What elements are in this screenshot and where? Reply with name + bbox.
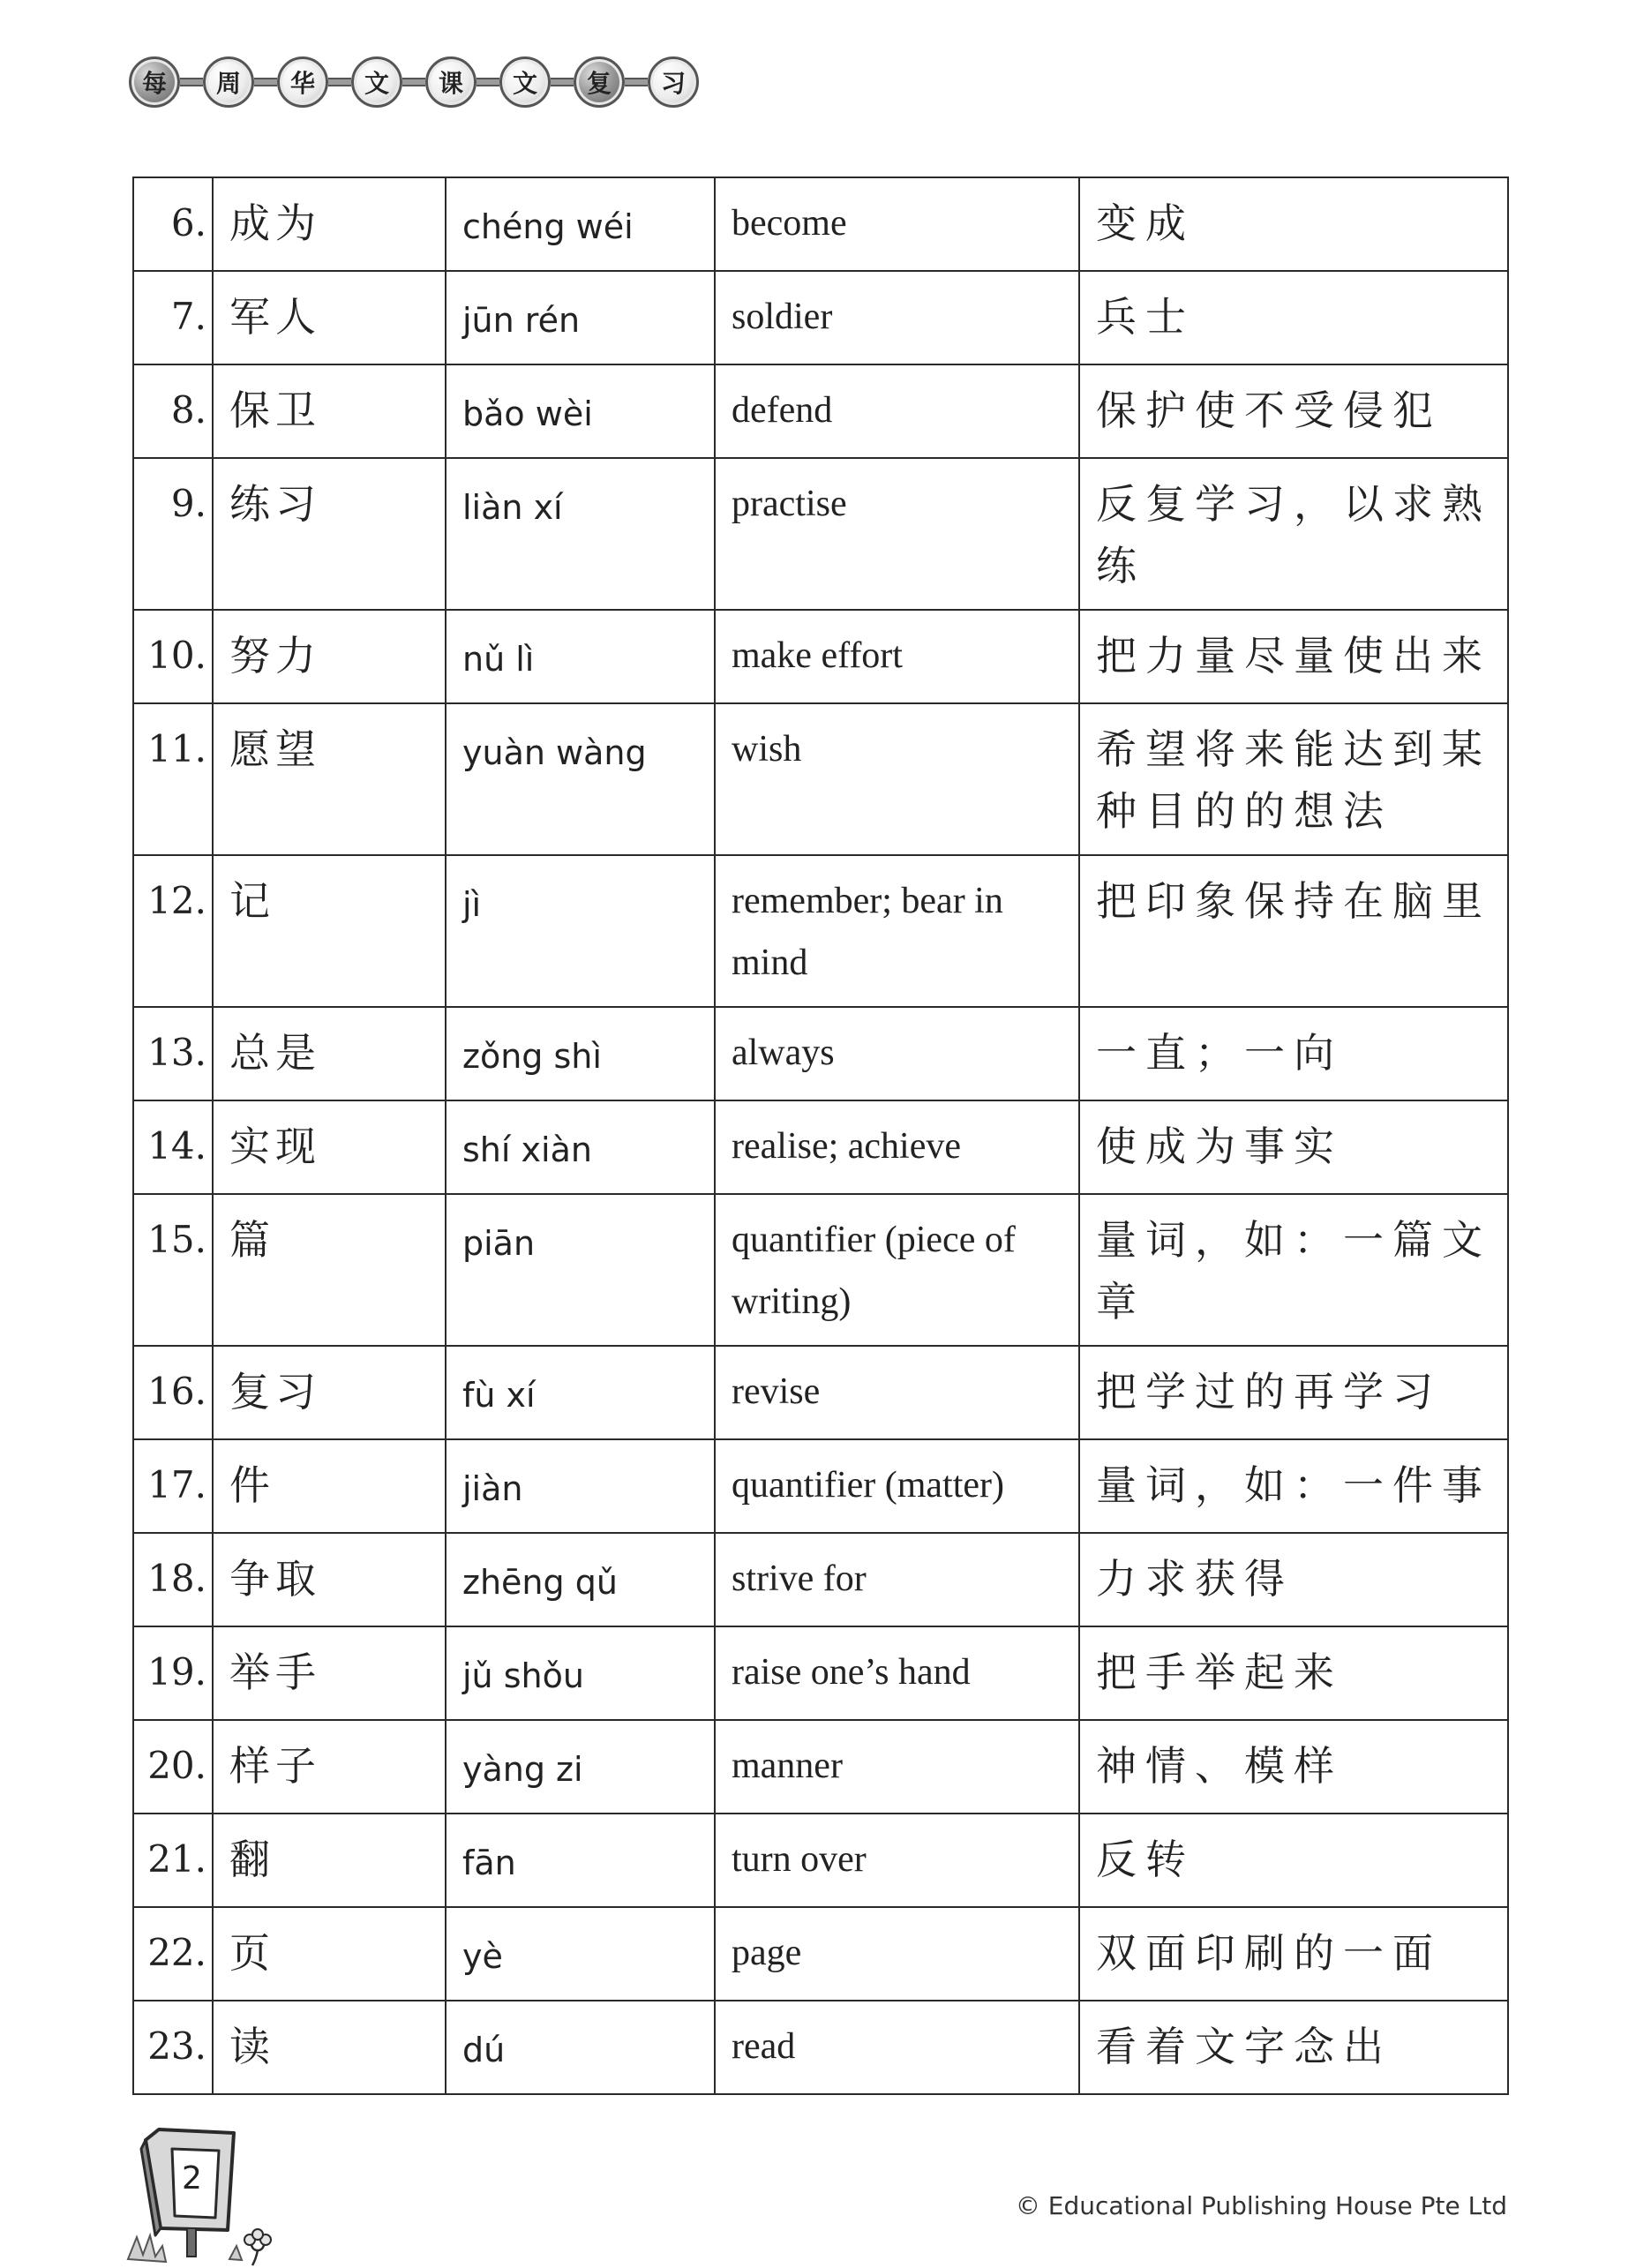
table-row: [133, 1194, 1508, 1346]
title-bubble: 文: [351, 56, 402, 108]
pinyin: dú: [446, 2001, 715, 2094]
pinyin: jǔ shǒu: [446, 1626, 715, 1720]
chinese-word: 练习: [213, 458, 446, 610]
chinese-definition: 把学过的再学习: [1079, 1346, 1508, 1439]
chinese-word: 篇: [213, 1194, 446, 1346]
bubble-connector: [180, 78, 203, 86]
row-number: 9.: [133, 458, 213, 610]
row-number: 21.: [133, 1814, 213, 1907]
chinese-word: 保卫: [213, 364, 446, 458]
pinyin: bǎo wèi: [446, 364, 715, 458]
english-meaning: become: [715, 177, 1079, 271]
table-row: [133, 1346, 1508, 1439]
english-meaning: remember; bear in mind: [715, 855, 1079, 1007]
chinese-definition: 反转: [1079, 1814, 1508, 1907]
row-number: 23.: [133, 2001, 213, 2094]
bubble-connector: [477, 78, 499, 86]
table-row: [133, 1007, 1508, 1100]
chinese-definition: 量词，如：一篇文章: [1079, 1194, 1508, 1346]
row-number: 13.: [133, 1007, 213, 1100]
pinyin: piān: [446, 1194, 715, 1346]
chinese-word: 读: [213, 2001, 446, 2094]
bubble-connector: [328, 78, 351, 86]
title-bubble: 文: [499, 56, 551, 108]
chinese-definition: 使成为事实: [1079, 1100, 1508, 1194]
pinyin: yàng zi: [446, 1720, 715, 1814]
english-meaning: soldier: [715, 271, 1079, 364]
bubble-connector: [625, 78, 648, 86]
row-number: 19.: [133, 1626, 213, 1720]
pinyin: liàn xí: [446, 458, 715, 610]
pinyin: zhēng qǔ: [446, 1533, 715, 1626]
chinese-definition: 变成: [1079, 177, 1508, 271]
pinyin: jì: [446, 855, 715, 1007]
pinyin: yè: [446, 1907, 715, 2001]
table-row: [133, 177, 1508, 271]
english-meaning: defend: [715, 364, 1079, 458]
chinese-definition: 看着文字念出: [1079, 2001, 1508, 2094]
table-row: [133, 855, 1508, 1007]
row-number: 22.: [133, 1907, 213, 2001]
row-number: 17.: [133, 1439, 213, 1533]
chinese-word: 页: [213, 1907, 446, 2001]
title-bubble: 周: [203, 56, 254, 108]
row-number: 20.: [133, 1720, 213, 1814]
row-number: 7.: [133, 271, 213, 364]
table-row: [133, 271, 1508, 364]
table-row: [133, 1626, 1508, 1720]
table-row: [133, 1439, 1508, 1533]
pinyin: jiàn: [446, 1439, 715, 1533]
chinese-definition: 把力量尽量使出来: [1079, 610, 1508, 703]
title-bubble: 每: [129, 56, 180, 108]
table-row: [133, 1533, 1508, 1626]
table-row: [133, 364, 1508, 458]
table-row: [133, 1100, 1508, 1194]
english-meaning: manner: [715, 1720, 1079, 1814]
chinese-word: 记: [213, 855, 446, 1007]
english-meaning: wish: [715, 703, 1079, 855]
english-meaning: revise: [715, 1346, 1079, 1439]
bubble-connector: [254, 78, 277, 86]
chinese-definition: 反复学习，以求熟练: [1079, 458, 1508, 610]
english-meaning: always: [715, 1007, 1079, 1100]
chinese-definition: 把手举起来: [1079, 1626, 1508, 1720]
chinese-word: 复习: [213, 1346, 446, 1439]
pinyin: fān: [446, 1814, 715, 1907]
title-bubble: 华: [277, 56, 328, 108]
row-number: 6.: [133, 177, 213, 271]
bubble-connector: [551, 78, 574, 86]
pinyin: fù xí: [446, 1346, 715, 1439]
pinyin: zǒng shì: [446, 1007, 715, 1100]
chinese-definition: 力求获得: [1079, 1533, 1508, 1626]
pinyin: yuàn wàng: [446, 703, 715, 855]
table-row: [133, 1720, 1508, 1814]
row-number: 10.: [133, 610, 213, 703]
chinese-word: 努力: [213, 610, 446, 703]
row-number: 15.: [133, 1194, 213, 1346]
copyright-notice: © Educational Publishing House Pte Ltd: [1015, 2191, 1507, 2220]
english-meaning: read: [715, 2001, 1079, 2094]
chinese-word: 样子: [213, 1720, 446, 1814]
vocabulary-table: [132, 176, 1509, 2095]
chinese-word: 实现: [213, 1100, 446, 1194]
row-number: 8.: [133, 364, 213, 458]
chinese-word: 翻: [213, 1814, 446, 1907]
bubble-connector: [402, 78, 425, 86]
chinese-word: 件: [213, 1439, 446, 1533]
chinese-definition: 兵士: [1079, 271, 1508, 364]
english-meaning: realise; achieve: [715, 1100, 1079, 1194]
row-number: 11.: [133, 703, 213, 855]
chinese-definition: 神情、模样: [1079, 1720, 1508, 1814]
series-title-bubbles: [129, 51, 699, 113]
chinese-word: 总是: [213, 1007, 446, 1100]
chinese-word: 愿望: [213, 703, 446, 855]
book-page-icon: [124, 2114, 282, 2268]
chinese-word: 军人: [213, 271, 446, 364]
table-row: [133, 2001, 1508, 2094]
page-number: 2: [182, 2160, 202, 2197]
title-bubble: 课: [425, 56, 477, 108]
chinese-definition: 把印象保持在脑里: [1079, 855, 1508, 1007]
pinyin: shí xiàn: [446, 1100, 715, 1194]
chinese-definition: 保护使不受侵犯: [1079, 364, 1508, 458]
pinyin: jūn rén: [446, 271, 715, 364]
table-row: [133, 610, 1508, 703]
chinese-word: 成为: [213, 177, 446, 271]
chinese-word: 争取: [213, 1533, 446, 1626]
english-meaning: quantifier (matter): [715, 1439, 1079, 1533]
chinese-definition: 一直；一向: [1079, 1007, 1508, 1100]
title-bubble: 复: [574, 56, 625, 108]
chinese-definition: 双面印刷的一面: [1079, 1907, 1508, 2001]
row-number: 18.: [133, 1533, 213, 1626]
table-row: [133, 1814, 1508, 1907]
english-meaning: raise one’s hand: [715, 1626, 1079, 1720]
row-number: 16.: [133, 1346, 213, 1439]
english-meaning: turn over: [715, 1814, 1079, 1907]
english-meaning: quantifier (piece of writing): [715, 1194, 1079, 1346]
pinyin: nǔ lì: [446, 610, 715, 703]
chinese-definition: 希望将来能达到某种目的的想法: [1079, 703, 1508, 855]
english-meaning: strive for: [715, 1533, 1079, 1626]
row-number: 12.: [133, 855, 213, 1007]
english-meaning: page: [715, 1907, 1079, 2001]
table-row: [133, 458, 1508, 610]
row-number: 14.: [133, 1100, 213, 1194]
title-bubble: 习: [648, 56, 699, 108]
chinese-word: 举手: [213, 1626, 446, 1720]
english-meaning: make effort: [715, 610, 1079, 703]
pinyin: chéng wéi: [446, 177, 715, 271]
table-row: [133, 1907, 1508, 2001]
table-row: [133, 703, 1508, 855]
english-meaning: practise: [715, 458, 1079, 610]
chinese-definition: 量词，如：一件事: [1079, 1439, 1508, 1533]
